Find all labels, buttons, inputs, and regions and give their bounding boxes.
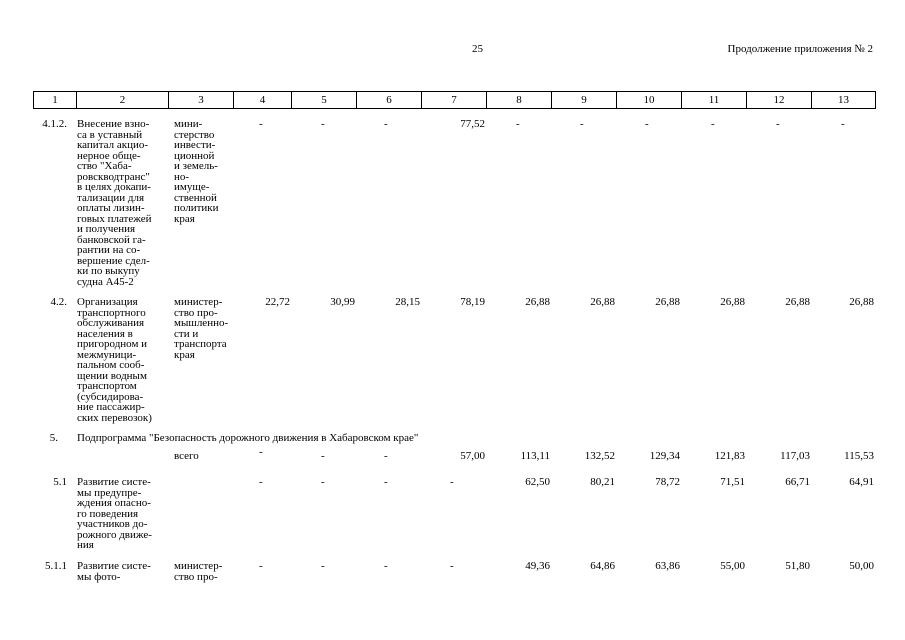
- responsible-executor: министер- ство про- мышленно- сти и транспорта края: [174, 296, 229, 361]
- column-number: 10: [617, 92, 682, 109]
- column-number: 9: [552, 92, 617, 109]
- value-cell: 64,86: [590, 560, 615, 572]
- value-cell: -: [384, 118, 388, 130]
- value-cell: 26,88: [525, 296, 550, 308]
- value-cell: 129,34: [649, 450, 680, 462]
- value-cell: 30,99: [330, 296, 355, 308]
- value-cell: 26,88: [590, 296, 615, 308]
- row-code: 4.2.: [50, 296, 67, 308]
- value-cell: 71,51: [720, 476, 745, 488]
- value-cell: -: [516, 118, 520, 130]
- value-cell: -: [259, 118, 263, 130]
- value-cell: 26,88: [785, 296, 810, 308]
- value-cell: 121,83: [714, 450, 745, 462]
- value-cell: 77,52: [460, 118, 485, 130]
- column-number-header: [33, 91, 876, 109]
- value-cell: 64,91: [849, 476, 874, 488]
- column-number: 11: [682, 92, 747, 109]
- page-number: 25: [472, 43, 483, 55]
- measure-name: Внесение взно- са в уставный капитал акцио- нерное обще- ство "Хаба- ровскводтранс" в целях докапи- тализации для оплаты лизин- говых платежей и получения банковской га- рантии на со- вершение сдел- ки по выкупу судна А45-2: [77, 118, 152, 288]
- value-cell: 62,50: [525, 476, 550, 488]
- row-code: 5.1.1: [45, 560, 67, 572]
- value-cell: 26,88: [720, 296, 745, 308]
- value-cell: 63,86: [655, 560, 680, 572]
- value-cell: 78,19: [460, 296, 485, 308]
- column-number: 2: [77, 92, 169, 109]
- value-cell: 22,72: [265, 296, 290, 308]
- continuation-label: Продолжение приложения № 2: [727, 43, 873, 55]
- value-cell: -: [384, 476, 388, 488]
- column-number: 3: [169, 92, 234, 109]
- value-cell: -: [384, 560, 388, 572]
- column-number: 6: [357, 92, 422, 109]
- row-code: 4.1.2.: [42, 118, 67, 130]
- row-code: 5.1: [53, 476, 67, 488]
- value-cell: -: [259, 476, 263, 488]
- value-cell: 26,88: [655, 296, 680, 308]
- value-cell: -: [321, 118, 325, 130]
- value-cell: -: [259, 560, 263, 572]
- responsible-executor: министер- ство про-: [174, 560, 223, 583]
- value-cell: 80,21: [590, 476, 615, 488]
- value-cell: 51,80: [785, 560, 810, 572]
- value-cell: -: [450, 476, 454, 488]
- value-cell: 78,72: [655, 476, 680, 488]
- value-cell: -: [321, 560, 325, 572]
- value-cell: 26,88: [849, 296, 874, 308]
- value-cell: -: [841, 118, 845, 130]
- value-cell: -: [321, 476, 325, 488]
- value-cell: 113,11: [520, 450, 550, 462]
- value-cell: 66,71: [785, 476, 810, 488]
- value-cell: -: [321, 450, 325, 462]
- value-cell: -: [580, 118, 584, 130]
- row-code: 5.: [49, 432, 58, 444]
- value-cell: 115,53: [844, 450, 874, 462]
- value-cell: -: [450, 560, 454, 572]
- value-cell: 132,52: [584, 450, 615, 462]
- value-cell: 55,00: [720, 560, 745, 572]
- value-cell: -: [645, 118, 649, 130]
- value-cell: -: [259, 446, 263, 458]
- subprogram-title: Подпрограмма "Безопасность дорожного движения в Хабаровском крае": [77, 432, 419, 444]
- responsible-executor: всего: [174, 450, 199, 462]
- measure-name: Развитие систе- мы фото-: [77, 560, 151, 583]
- column-number: 12: [747, 92, 812, 109]
- value-cell: 57,00: [460, 450, 485, 462]
- measure-name: Организация транспортного обслуживания населения в пригородном и межмуници- пальном сооб- щении водным транспортом (субсидирова- ние пассажир- ских перевозок): [77, 296, 152, 424]
- value-cell: 117,03: [780, 450, 810, 462]
- column-number: 13: [812, 92, 876, 109]
- value-cell: 49,36: [525, 560, 550, 572]
- column-number: 4: [234, 92, 292, 109]
- value-cell: 50,00: [849, 560, 874, 572]
- column-number: 7: [422, 92, 487, 109]
- column-number: 1: [34, 92, 77, 109]
- value-cell: -: [776, 118, 780, 130]
- column-number: 8: [487, 92, 552, 109]
- responsible-executor: мини- стерство инвести- ционной и земель- но- имуще- ственной политики края: [174, 118, 219, 225]
- measure-name: Развитие систе- мы предупре- ждения опасно- го поведения участников до- рожного движе- ния: [77, 476, 152, 551]
- value-cell: -: [384, 450, 388, 462]
- value-cell: -: [711, 118, 715, 130]
- column-number: 5: [292, 92, 357, 109]
- value-cell: 28,15: [395, 296, 420, 308]
